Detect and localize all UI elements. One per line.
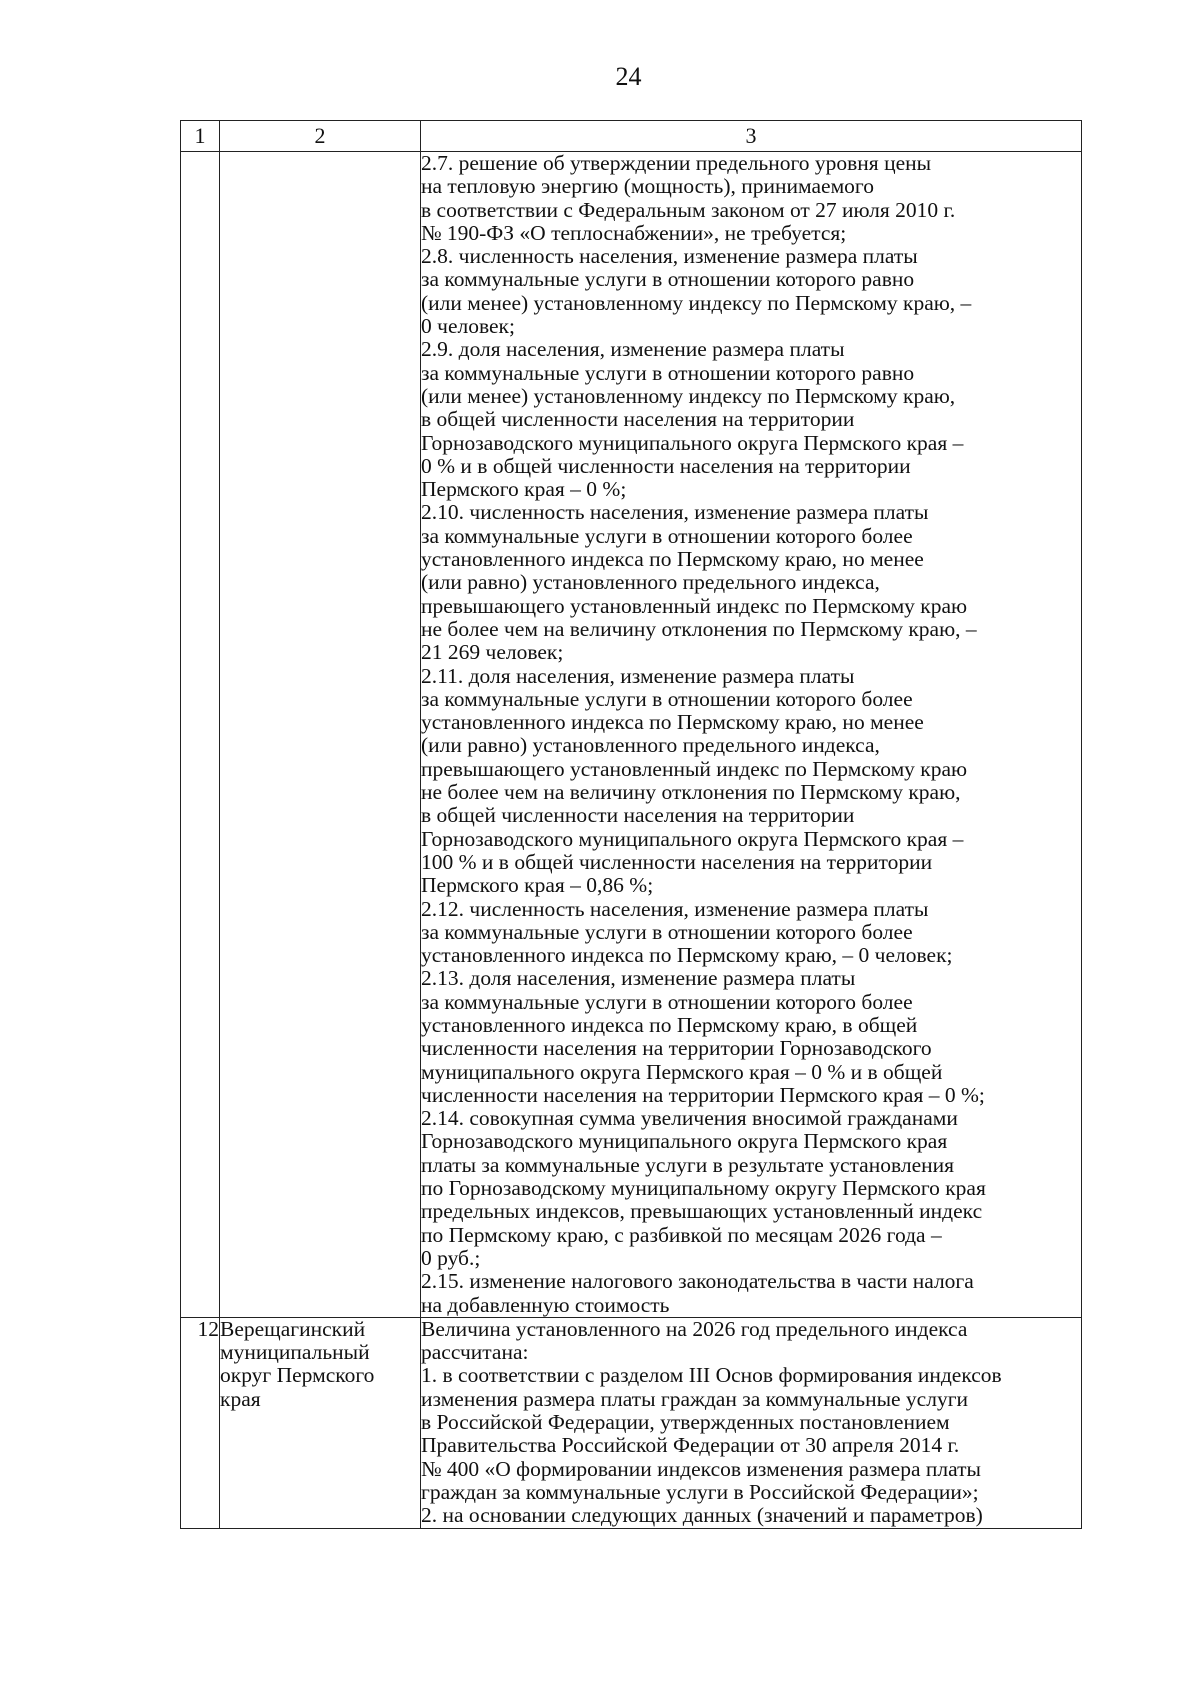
- text-line: 2.13. доля населения, изменение размера платы: [421, 966, 856, 991]
- text-line: установленного индекса по Пермскому краю, – 0 человек;: [421, 943, 953, 968]
- text-line: 0 руб.;: [421, 1245, 481, 1270]
- text-line: за коммунальные услуги в отношении которого более: [421, 686, 913, 711]
- text-line: в соответствии с Федеральным законом от 27 июля 2010 г.: [421, 197, 956, 222]
- text-line: превышающего установленный индекс по Пермскому краю: [421, 593, 968, 618]
- description-text: [421, 1317, 1082, 1528]
- text-line: 2. на основании следующих данных (значений и параметров): [421, 1503, 983, 1528]
- municipality-name: [220, 1317, 421, 1528]
- municipality-name: [220, 152, 421, 1318]
- text-line: платы за коммунальные услуги в результате установления: [421, 1152, 955, 1177]
- text-line: 2.9. доля населения, изменение размера платы: [421, 337, 845, 362]
- description-text: [421, 152, 1082, 1318]
- text-line: численности населения на территории Горнозаводского: [421, 1036, 932, 1061]
- text-line: по Горнозаводскому муниципальному округу Пермского края: [421, 1176, 986, 1201]
- text-line: Пермского края – 0 %;: [421, 477, 627, 502]
- text-line: 0 человек;: [421, 314, 515, 339]
- text-line: не более чем на величину отклонения по Пермскому краю,: [421, 780, 961, 805]
- text-line: на добавленную стоимость: [421, 1292, 670, 1317]
- text-line: (или равно) установленного предельного индекса,: [421, 570, 880, 595]
- text-line: № 190-ФЗ «О теплоснабжении», не требуется;: [421, 220, 847, 245]
- name-line: края: [220, 1386, 261, 1411]
- text-line: за коммунальные услуги в отношении которого более: [421, 989, 913, 1014]
- text-line: за коммунальные услуги в отношении которого равно: [421, 360, 915, 385]
- document-table: [180, 120, 1082, 1529]
- text-line: превышающего установленный индекс по Пермскому краю: [421, 756, 968, 781]
- text-line: за коммунальные услуги в отношении которого равно: [421, 267, 915, 292]
- text-line: предельных индексов, превышающих установленный индекс: [421, 1199, 983, 1224]
- name-line: муниципальный: [220, 1340, 370, 1365]
- text-line: муниципального округа Пермского края – 0 % и в общей: [421, 1059, 943, 1084]
- text-line: Горнозаводского муниципального округа Пермского края –: [421, 826, 964, 851]
- text-line: не более чем на величину отклонения по Пермскому краю, –: [421, 616, 977, 641]
- text-line: установленного индекса по Пермскому краю, но менее: [421, 710, 924, 735]
- row-number: 12: [181, 1317, 220, 1528]
- text-line: 0 % и в общей численности населения на территории: [421, 453, 911, 478]
- text-line: за коммунальные услуги в отношении которого более: [421, 523, 913, 548]
- text-line: на тепловую энергию (мощность), принимаемого: [421, 174, 874, 199]
- text-line: в общей численности населения на территории: [421, 407, 855, 432]
- text-line: по Пермскому краю, с разбивкой по месяцам 2026 года –: [421, 1222, 942, 1247]
- text-line: (или менее) установленному индексу по Пермскому краю, –: [421, 290, 972, 315]
- page-number: 24: [615, 62, 642, 91]
- text-line: 2.14. совокупная сумма увеличения вносимой гражданами: [421, 1106, 958, 1131]
- text-line: 2.10. численность населения, изменение размера платы: [421, 500, 929, 525]
- name-line: Верещагинский: [220, 1316, 366, 1341]
- text-line: № 400 «О формировании индексов изменения размера платы: [421, 1456, 981, 1481]
- text-line: 2.7. решение об утверждении предельного уровня цены: [421, 151, 932, 175]
- text-line: в общей численности населения на территории: [421, 803, 855, 828]
- text-line: 1. в соответствии с разделом III Основ формирования индексов: [421, 1363, 1002, 1388]
- text-line: (или равно) установленного предельного индекса,: [421, 733, 880, 758]
- column-header-1: 1: [181, 121, 220, 152]
- text-line: (или менее) установленному индексу по Пермскому краю,: [421, 383, 956, 408]
- text-line: Правительства Российской Федерации от 30 апреля 2014 г.: [421, 1433, 960, 1458]
- text-line: установленного индекса по Пермскому краю, в общей: [421, 1012, 918, 1037]
- text-line: изменения размера платы граждан за коммунальные услуги: [421, 1386, 969, 1411]
- text-line: рассчитана:: [421, 1340, 529, 1365]
- row-number: [181, 152, 220, 1318]
- text-line: в Российской Федерации, утвержденных постановлением: [421, 1410, 950, 1435]
- text-line: за коммунальные услуги в отношении которого более: [421, 919, 913, 944]
- text-line: 100 % и в общей численности населения на территории: [421, 849, 933, 874]
- text-line: 2.8. численность населения, изменение размера платы: [421, 244, 918, 269]
- text-line: численности населения на территории Пермского края – 0 %;: [421, 1082, 985, 1107]
- text-line: 21 269 человек;: [421, 640, 564, 665]
- text-line: Пермского края – 0,86 %;: [421, 873, 654, 898]
- column-header-2: 2: [220, 121, 421, 152]
- table-header-row: [181, 121, 1082, 152]
- text-line: Горнозаводского муниципального округа Пермского края: [421, 1129, 948, 1154]
- table-row: [181, 152, 1082, 1318]
- text-line: Горнозаводского муниципального округа Пермского края –: [421, 430, 964, 455]
- text-line: Величина установленного на 2026 год предельного индекса: [421, 1316, 968, 1341]
- text-line: 2.15. изменение налогового законодательства в части налога: [421, 1269, 974, 1294]
- text-line: граждан за коммунальные услуги в Российской Федерации»;: [421, 1479, 979, 1504]
- text-line: 2.12. численность населения, изменение размера платы: [421, 896, 929, 921]
- text-line: установленного индекса по Пермскому краю, но менее: [421, 547, 924, 572]
- table-row: [181, 1317, 1082, 1528]
- text-line: 2.11. доля населения, изменение размера платы: [421, 663, 855, 688]
- column-header-3: 3: [421, 121, 1082, 152]
- name-line: округ Пермского: [220, 1363, 375, 1388]
